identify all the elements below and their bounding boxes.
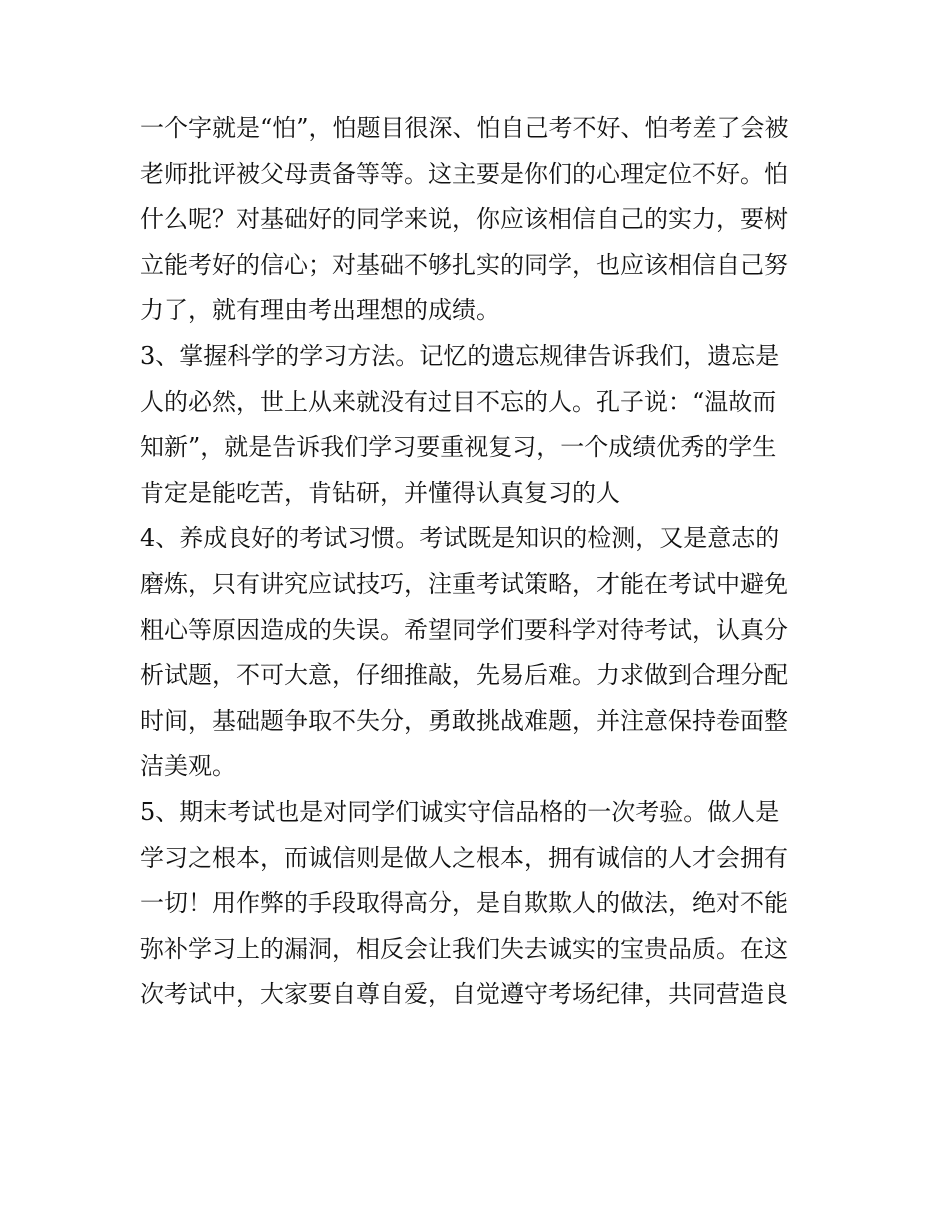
text-line: 洁美观。 — [140, 752, 236, 781]
text-line: 肯定是能吃苦，肯钻研，并懂得认真复习的人 — [140, 478, 620, 507]
text-line: 4、养成良好的考试习惯。考试既是知识的检测，又是意志的 — [140, 524, 780, 553]
text-line: 磨炼，只有讲究应试技巧，注重考试策略，才能在考试中避免 — [140, 569, 788, 598]
text-line: 弥补学习上的漏洞，相反会让我们失去诚实的宝贵品质。在这 — [140, 934, 788, 963]
text-line: 一个字就是“怕”，怕题目很深、怕自己考不好、怕考差了会被 — [140, 114, 789, 142]
text-line: 时间，基础题争取不失分，勇敢挑战难题，并注意保持卷面整 — [140, 706, 788, 735]
text-line: 5、期末考试也是对同学们诚实守信品格的一次考验。做人是 — [140, 797, 780, 826]
text-line: 立能考好的信心；对基础不够扎实的同学，也应该相信自己努 — [140, 250, 788, 279]
text-line: 老师批评被父母责备等等。这主要是你们的心理定位不好。怕 — [140, 159, 788, 188]
body-text — [140, 106, 820, 1018]
text-line: 一切！用作弊的手段取得高分，是自欺欺人的做法，绝对不能 — [140, 889, 788, 918]
text-line: 人的必然，世上从来就没有过目不忘的人。孔子说：“温故而 — [140, 387, 777, 416]
text-line: 学习之根本，而诚信则是做人之根本，拥有诚信的人才会拥有 — [140, 843, 788, 872]
text-line: 知新”，就是告诉我们学习要重视复习，一个成绩优秀的学生 — [140, 433, 777, 462]
text-line: 次考试中，大家要自尊自爱，自觉遵守考场纪律，共同营造良 — [140, 980, 788, 1009]
text-line: 析试题，不可大意，仔细推敲，先易后难。力求做到合理分配 — [140, 661, 788, 690]
text-line: 粗心等原因造成的失误。希望同学们要科学对待考试，认真分 — [140, 615, 788, 644]
text-line: 3、掌握科学的学习方法。记忆的遗忘规律告诉我们，遗忘是 — [140, 341, 780, 370]
text-line: 力了，就有理由考出理想的成绩。 — [140, 296, 500, 325]
text-line: 什么呢？对基础好的同学来说，你应该相信自己的实力，要树 — [140, 205, 788, 234]
